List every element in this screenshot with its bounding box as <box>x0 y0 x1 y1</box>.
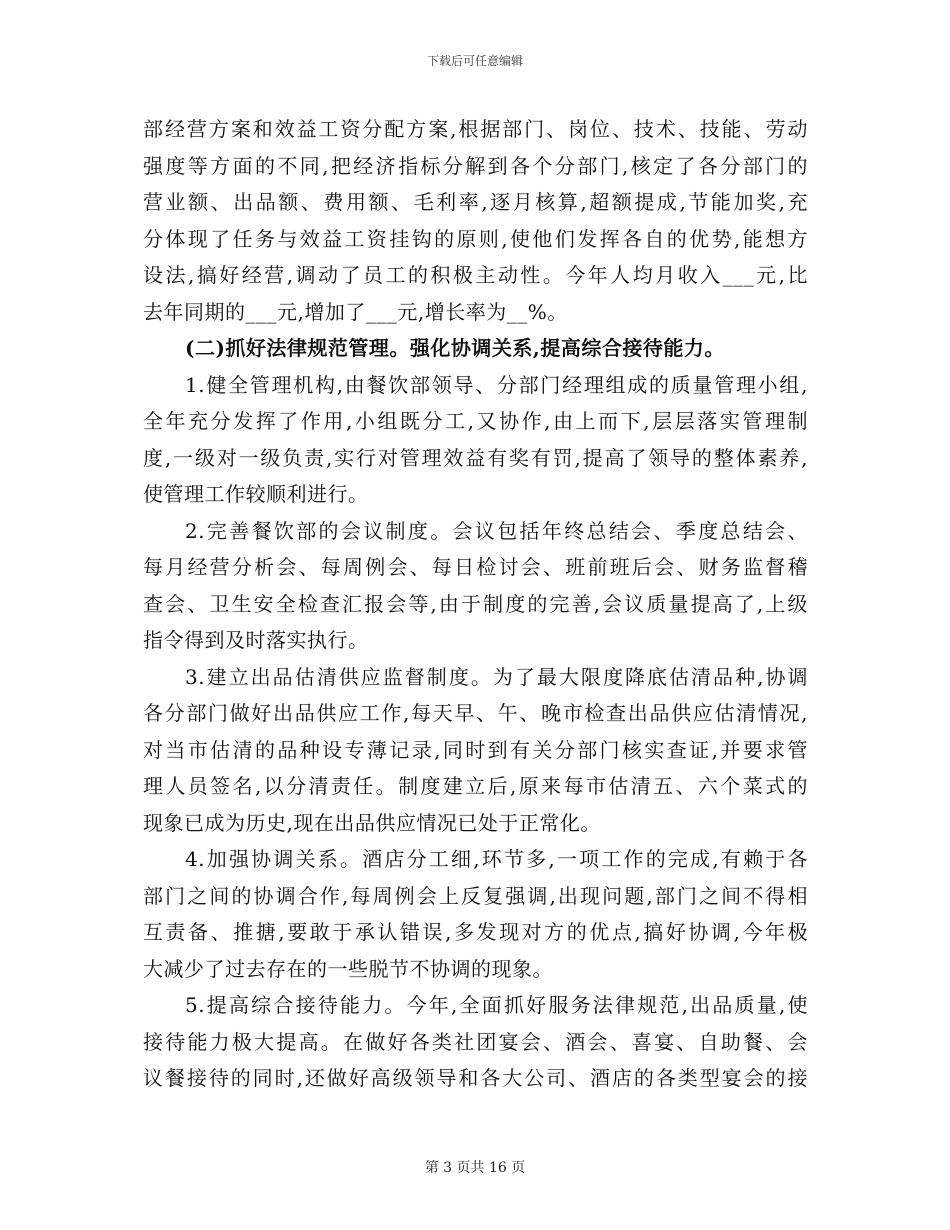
body-line: 互责备、推搪,要敢于承认错误,多发现对方的优点,搞好协调,今年极 <box>143 920 808 944</box>
body-line: 查会、卫生安全检查汇报会等,由于制度的完善,会议质量提高了,上级 <box>143 591 808 616</box>
body-line: 现象已成为历史,现在出品供应情况已处于正常化。 <box>143 810 601 835</box>
body-line: 每月经营分析会、每周例会、每日检讨会、班前班后会、财务监督稽 <box>143 555 808 579</box>
document-body <box>143 111 808 1097</box>
body-line: 大减少了过去存在的一些脱节不协调的现象。 <box>143 956 553 981</box>
body-line: 指令得到及时落实执行。 <box>143 628 369 652</box>
body-line: 去年同期的___元,增加了___元,增长率为__%。 <box>143 299 568 324</box>
paragraph-first-line: 3.建立出品估清供应监督制度。为了最大限度降底估清品种,协调 <box>185 664 808 689</box>
body-line: 部门之间的协调合作,每周例会上反复强调,出现问题,部门之间不得相 <box>143 883 808 908</box>
body-line: 度,一级对一级负责,实行对管理效益有奖有罚,提高了领导的整体素养, <box>143 445 808 470</box>
paragraph-first-line: 1.健全管理机构,由餐饮部领导、分部门经理组成的质量管理小组, <box>185 372 808 397</box>
body-line: 部经营方案和效益工资分配方案,根据部门、岗位、技术、技能、劳动 <box>143 117 808 141</box>
page-header: 下载后可任意编辑 <box>426 54 523 68</box>
page-number-footer: 第 3 页共 16 页 <box>424 1160 526 1176</box>
body-line: 营业额、出品额、费用额、毛利率,逐月核算,超额提成,节能加奖,充 <box>143 190 808 214</box>
body-line: 使管理工作较顺利进行。 <box>143 482 369 506</box>
body-line: 全年充分发挥了作用,小组既分工,又协作,由上而下,层层落实管理制 <box>143 409 808 433</box>
paragraph-first-line: 2.完善餐饮部的会议制度。会议包括年终总结会、季度总结会、 <box>185 518 808 543</box>
body-line: 对当市估清的品种设专薄记录,同时到有关分部门核实查证,并要求管 <box>143 737 808 762</box>
paragraph-first-line: 5.提高综合接待能力。今年,全面抓好服务法律规范,出品质量,使 <box>185 993 808 1017</box>
body-line: 接待能力极大提高。在做好各类社团宴会、酒会、喜宴、自助餐、会 <box>143 1029 808 1054</box>
body-line: 设法,搞好经营,调动了员工的积极主动性。今年人均月收入___元,比 <box>143 263 808 287</box>
paragraph-first-line: 4.加强协调关系。酒店分工细,环节多,一项工作的完成,有赖于各 <box>185 847 808 871</box>
section-heading: (二)抓好法律规范管理。强化协调关系,提高综合接待能力。 <box>185 336 725 360</box>
body-line: 理人员签名,以分清责任。制度建立后,原来每市估清五、六个菜式的 <box>143 774 808 798</box>
body-line: 各分部门做好出品供应工作,每天早、午、晚市检查出品供应估清情况, <box>143 701 808 725</box>
body-line: 议餐接待的同时,还做好高级领导和各大公司、酒店的各类型宴会的接 <box>143 1066 808 1090</box>
body-line: 强度等方面的不同,把经济指标分解到各个分部门,核定了各分部门的 <box>143 153 808 178</box>
body-line: 分体现了任务与效益工资挂钩的原则,使他们发挥各自的优势,能想方 <box>143 226 808 251</box>
